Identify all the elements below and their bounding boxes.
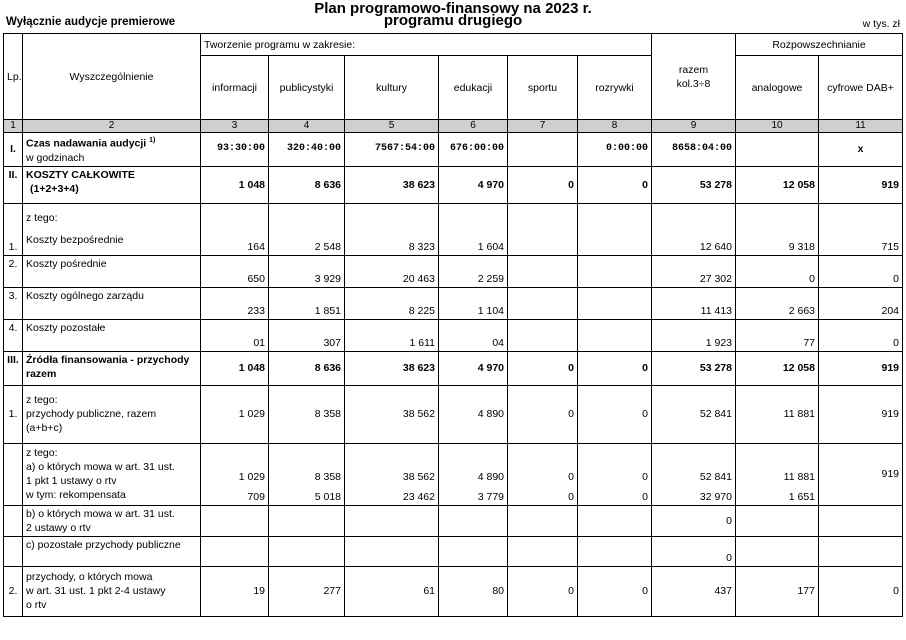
row-number: 1. — [4, 203, 23, 255]
value-cell: 38 562 23 462 — [345, 443, 439, 505]
premiere-note: Wyłącznie audycje premierowe — [6, 16, 176, 28]
value-cell — [508, 133, 578, 167]
value-cell: 437 — [652, 566, 736, 616]
col-rozr-header: rozrywki — [578, 56, 652, 120]
value-cell: 0 — [508, 566, 578, 616]
value-cell: 2 548 — [269, 203, 345, 255]
value-cell: 27 302 — [652, 255, 736, 287]
row-label: KOSZTY CAŁKOWITE (1+2+3+4) — [23, 166, 201, 203]
value-cell: 38 623 — [345, 351, 439, 385]
value-cell: 52 841 — [652, 385, 736, 443]
value-cell: 4 970 — [439, 351, 508, 385]
value-cell: 715 — [819, 203, 903, 255]
value-cell: 204 — [819, 287, 903, 319]
table-row-zrodla — [4, 351, 903, 385]
row-number: 2. — [4, 566, 23, 616]
row-label: Koszty ogólnego zarządu — [23, 287, 201, 319]
index-cell: 7 — [508, 120, 578, 133]
value-cell — [439, 536, 508, 566]
value-cell — [508, 319, 578, 351]
col-spec-header: Wyszczególnienie — [23, 34, 201, 120]
index-cell: 8 — [578, 120, 652, 133]
row-number: III. — [4, 351, 23, 385]
value-cell: 1 029 709 — [201, 443, 269, 505]
row-label: c) pozostałe przychody publiczne — [23, 536, 201, 566]
value-cell — [819, 505, 903, 536]
row-label: z tego: Koszty bezpośrednie — [23, 203, 201, 255]
value-cell: 320:40:00 — [269, 133, 345, 167]
distribution-group-header: Rozpowszechnianie — [736, 34, 903, 56]
value-cell: 20 463 — [345, 255, 439, 287]
row-number — [4, 505, 23, 536]
table-row-p2 — [4, 566, 903, 616]
col-lp-header: Lp. — [4, 34, 23, 120]
row-label: Źródła finansowania - przychody razem — [23, 351, 201, 385]
row-label: Koszty pośrednie — [23, 255, 201, 287]
value-cell: 0 0 — [508, 443, 578, 505]
index-cell: 6 — [439, 120, 508, 133]
value-cell: 164 — [201, 203, 269, 255]
value-cell: 12 058 — [736, 351, 819, 385]
value-cell: 0:00:00 — [578, 133, 652, 167]
row-number — [4, 536, 23, 566]
row-label: z tego: przychody publiczne, razem (a+b+c) — [23, 385, 201, 443]
value-cell — [578, 319, 652, 351]
value-cell: 61 — [345, 566, 439, 616]
value-cell: 1 851 — [269, 287, 345, 319]
value-cell: 8658:04:00 — [652, 133, 736, 167]
value-cell: 11 413 — [652, 287, 736, 319]
index-cell: 5 — [345, 120, 439, 133]
index-cell: 4 — [269, 120, 345, 133]
value-cell — [578, 287, 652, 319]
table-row-k1 — [4, 203, 903, 255]
value-cell: 1 611 — [345, 319, 439, 351]
table-row-k2 — [4, 255, 903, 287]
value-cell — [736, 505, 819, 536]
row-number: 2. — [4, 255, 23, 287]
index-cell: 2 — [23, 120, 201, 133]
value-cell: 8 636 — [269, 166, 345, 203]
table-row-k3 — [4, 287, 903, 319]
financial-plan-table — [3, 33, 903, 617]
value-cell: 0 — [508, 351, 578, 385]
value-cell — [736, 133, 819, 167]
table-row-k4 — [4, 319, 903, 351]
value-cell: 0 — [819, 566, 903, 616]
row-label: Koszty pozostałe — [23, 319, 201, 351]
value-cell: 676:00:00 — [439, 133, 508, 167]
row-number: 1. — [4, 385, 23, 443]
row-label: z tego: a) o których mowa w art. 31 ust. 1 pkt 1 ustawy o rtv w tym: rekompensata — [23, 443, 201, 505]
value-cell: 1 604 — [439, 203, 508, 255]
value-cell: 19 — [201, 566, 269, 616]
value-cell: 277 — [269, 566, 345, 616]
row-label: przychody, o których mowa w art. 31 ust. 1 pkt 2-4 ustawy o rtv — [23, 566, 201, 616]
value-cell — [578, 203, 652, 255]
value-cell — [508, 287, 578, 319]
index-cell: 1 — [4, 120, 23, 133]
unit-note: w tys. zł — [862, 18, 900, 30]
value-cell: 4 890 3 779 — [439, 443, 508, 505]
value-cell — [578, 255, 652, 287]
col-razem-header: razem kol.3÷8 — [652, 34, 736, 120]
value-cell: 0 — [578, 566, 652, 616]
value-cell — [819, 536, 903, 566]
value-cell: 0 — [508, 166, 578, 203]
header-row-1 — [4, 34, 903, 56]
value-cell: 12 058 — [736, 166, 819, 203]
value-cell: 919 — [819, 166, 903, 203]
row-number: II. — [4, 166, 23, 203]
value-cell: 233 — [201, 287, 269, 319]
table-row-p1 — [4, 385, 903, 443]
value-cell: 177 — [736, 566, 819, 616]
value-cell: 0 — [819, 255, 903, 287]
index-cell: 3 — [201, 120, 269, 133]
value-cell: 0 — [736, 255, 819, 287]
value-cell: x — [819, 133, 903, 167]
table-row-pc — [4, 536, 903, 566]
value-cell: 0 — [508, 385, 578, 443]
row-number: I. — [4, 133, 23, 167]
creation-group-header: Tworzenie programu w zakresie: — [201, 34, 652, 56]
value-cell: 3 929 — [269, 255, 345, 287]
title-line-1: Plan programowo-finansowy na 2023 r. — [314, 0, 592, 17]
value-cell: 307 — [269, 319, 345, 351]
table-row-koszty — [4, 166, 903, 203]
value-cell: 919 — [819, 385, 903, 443]
value-cell: 80 — [439, 566, 508, 616]
value-cell: 0 — [578, 385, 652, 443]
value-cell: 1 104 — [439, 287, 508, 319]
value-cell — [508, 203, 578, 255]
value-cell: 11 881 — [736, 385, 819, 443]
value-cell: 919 — [819, 443, 903, 505]
value-cell: 650 — [201, 255, 269, 287]
value-cell: 8 358 5 018 — [269, 443, 345, 505]
row-number: 3. — [4, 287, 23, 319]
col-publ-header: publicystyki — [269, 56, 345, 120]
value-cell: 0 0 — [578, 443, 652, 505]
value-cell — [269, 505, 345, 536]
value-cell: 0 — [652, 505, 736, 536]
value-cell: 4 970 — [439, 166, 508, 203]
value-cell: 919 — [819, 351, 903, 385]
value-cell: 7567:54:00 — [345, 133, 439, 167]
value-cell: 0 — [819, 319, 903, 351]
index-cell: 9 — [652, 120, 736, 133]
value-cell: 0 — [578, 166, 652, 203]
col-sport-header: sportu — [508, 56, 578, 120]
value-cell: 2 663 — [736, 287, 819, 319]
value-cell: 1 923 — [652, 319, 736, 351]
value-cell: 93:30:00 — [201, 133, 269, 167]
value-cell: 38 623 — [345, 166, 439, 203]
value-cell: 8 358 — [269, 385, 345, 443]
value-cell — [508, 536, 578, 566]
row-number: 4. — [4, 319, 23, 351]
value-cell: 8 636 — [269, 351, 345, 385]
value-cell: 2 259 — [439, 255, 508, 287]
value-cell — [578, 505, 652, 536]
col-dab-header: cyfrowe DAB+ — [819, 56, 903, 120]
value-cell — [508, 255, 578, 287]
value-cell — [439, 505, 508, 536]
value-cell — [345, 536, 439, 566]
value-cell: 11 881 1 651 — [736, 443, 819, 505]
col-kult-header: kultury — [345, 56, 439, 120]
value-cell: 04 — [439, 319, 508, 351]
value-cell — [736, 536, 819, 566]
row-label: Czas nadawania audycji $^{1)}$ w godzinach — [23, 133, 201, 167]
value-cell: 12 640 — [652, 203, 736, 255]
value-cell: 38 562 — [345, 385, 439, 443]
value-cell: 0 — [652, 536, 736, 566]
column-index-row — [4, 120, 903, 133]
row-number — [4, 443, 23, 505]
value-cell: 53 278 — [652, 351, 736, 385]
value-cell — [201, 505, 269, 536]
value-cell: 77 — [736, 319, 819, 351]
title-line-2: programu drugiego — [383, 12, 523, 29]
value-cell: 8 323 — [345, 203, 439, 255]
index-cell: 10 — [736, 120, 819, 133]
value-cell: 1 048 — [201, 351, 269, 385]
value-cell: 1 029 — [201, 385, 269, 443]
value-cell — [345, 505, 439, 536]
index-cell: 11 — [819, 120, 903, 133]
table-row-czas — [4, 133, 903, 167]
table-row-pa — [4, 443, 903, 505]
value-cell: 53 278 — [652, 166, 736, 203]
value-cell — [508, 505, 578, 536]
value-cell: 01 — [201, 319, 269, 351]
value-cell — [578, 536, 652, 566]
value-cell — [201, 536, 269, 566]
value-cell — [269, 536, 345, 566]
col-analog-header: analogowe — [736, 56, 819, 120]
value-cell: 4 890 — [439, 385, 508, 443]
value-cell: 52 841 32 970 — [652, 443, 736, 505]
value-cell: 0 — [578, 351, 652, 385]
col-edu-header: edukacji — [439, 56, 508, 120]
value-cell: 1 048 — [201, 166, 269, 203]
table-row-pb — [4, 505, 903, 536]
col-info-header: informacji — [201, 56, 269, 120]
row-label: b) o których mowa w art. 31 ust. 2 ustawy o rtv — [23, 505, 201, 536]
value-cell: 9 318 — [736, 203, 819, 255]
value-cell: 8 225 — [345, 287, 439, 319]
